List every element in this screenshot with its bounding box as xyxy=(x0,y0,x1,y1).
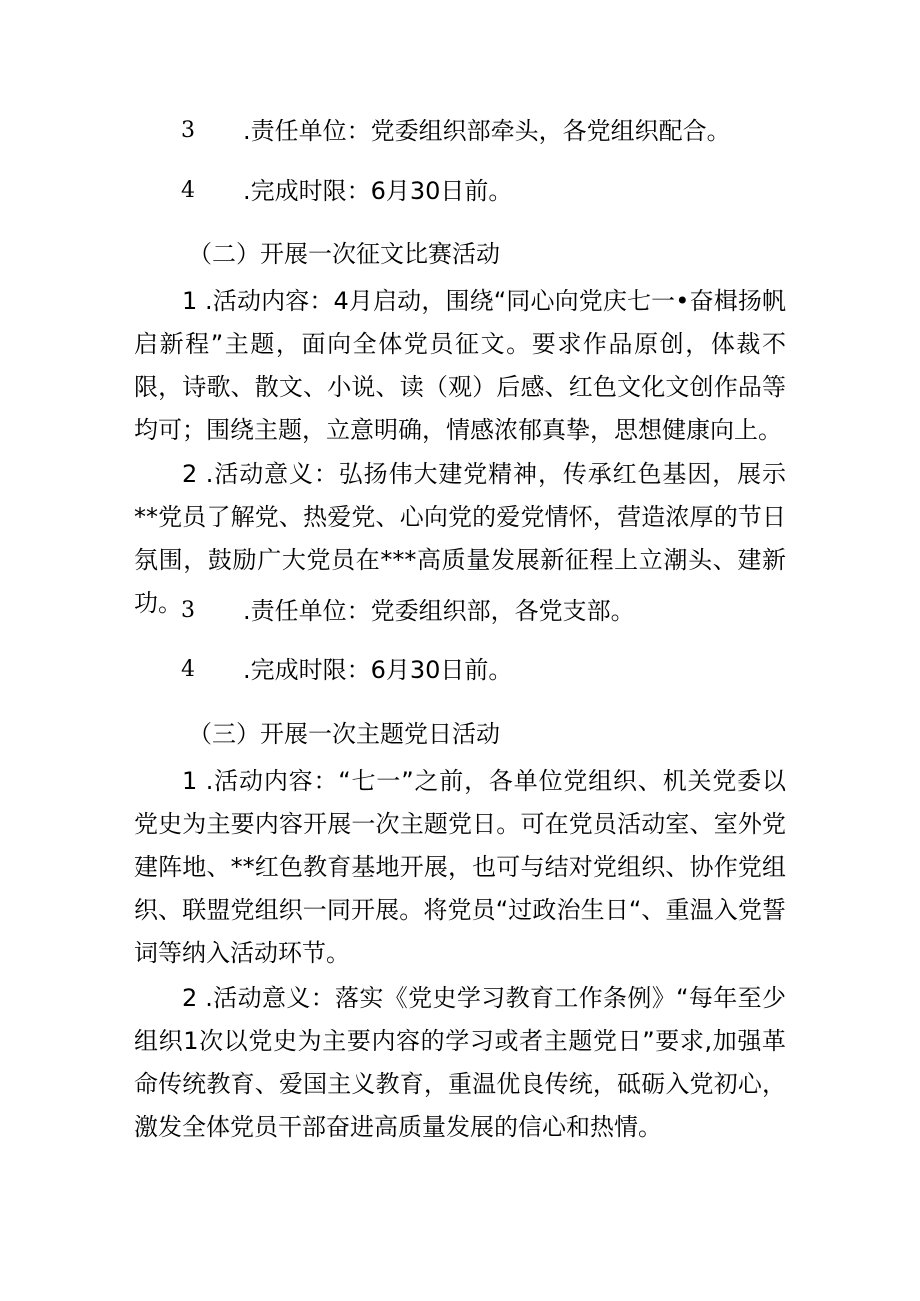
deadline-line: .完成时限：6月30日前。 xyxy=(243,656,513,684)
activity-content-paragraph: 1 .活动内容：4月启动，围绕“同心向党庆七一•奋楫扬帆启新程”主题，面向全体党员征文。要求作品原创，体裁不限，诗歌、散文、小说、读（观）后感、红色文化文创作品等均可；围绕主题，立意明确，情感浓郁真挚，思想健康向上。 xyxy=(134,287,786,444)
activity-significance-paragraph: 2 .活动意义：落实《党史学习教育工作条例》“每年至少组织1次以党史为主要内容的学习或者主题党日”要求,加强革命传统教育、爱国主义教育，重温优良传统，砥砺入党初心，激发全体党员干部奋进高质量发展的信心和热情。 xyxy=(134,984,786,1141)
item-number: 3 xyxy=(181,598,195,623)
section-heading: （二）开展一次征文比赛活动 xyxy=(188,240,500,268)
responsible-unit-line: .责任单位：党委组织部牵头，各党组织配合。 xyxy=(243,117,731,145)
responsible-unit-line: .责任单位：党委组织部，各党支部。 xyxy=(243,597,635,625)
item-number: 4 xyxy=(181,178,195,203)
section-heading: （三）开展一次主题党日活动 xyxy=(188,720,500,748)
item-number: 3 xyxy=(181,118,195,143)
activity-content-paragraph: 1 .活动内容：“七一”之前，各单位党组织、机关党委以党史为主要内容开展一次主题党日。可在党员活动室、室外党建阵地、**红色教育基地开展，也可与结对党组织、协作党组织、联盟党组织一同开展。将党员“过政治生日“、重温入党誓词等纳入活动环节。 xyxy=(134,767,786,967)
item-number: 4 xyxy=(181,657,195,682)
deadline-line: .完成时限：6月30日前。 xyxy=(243,177,513,205)
activity-significance-paragraph: 2 .活动意义：弘扬伟大建党精神，传承红色基因，展示**党员了解党、热爱党、心向党的爱党情怀，营造浓厚的节日氛围，鼓励广大党员在***高质量发展新征程上立潮头、建新功。 xyxy=(134,460,786,617)
